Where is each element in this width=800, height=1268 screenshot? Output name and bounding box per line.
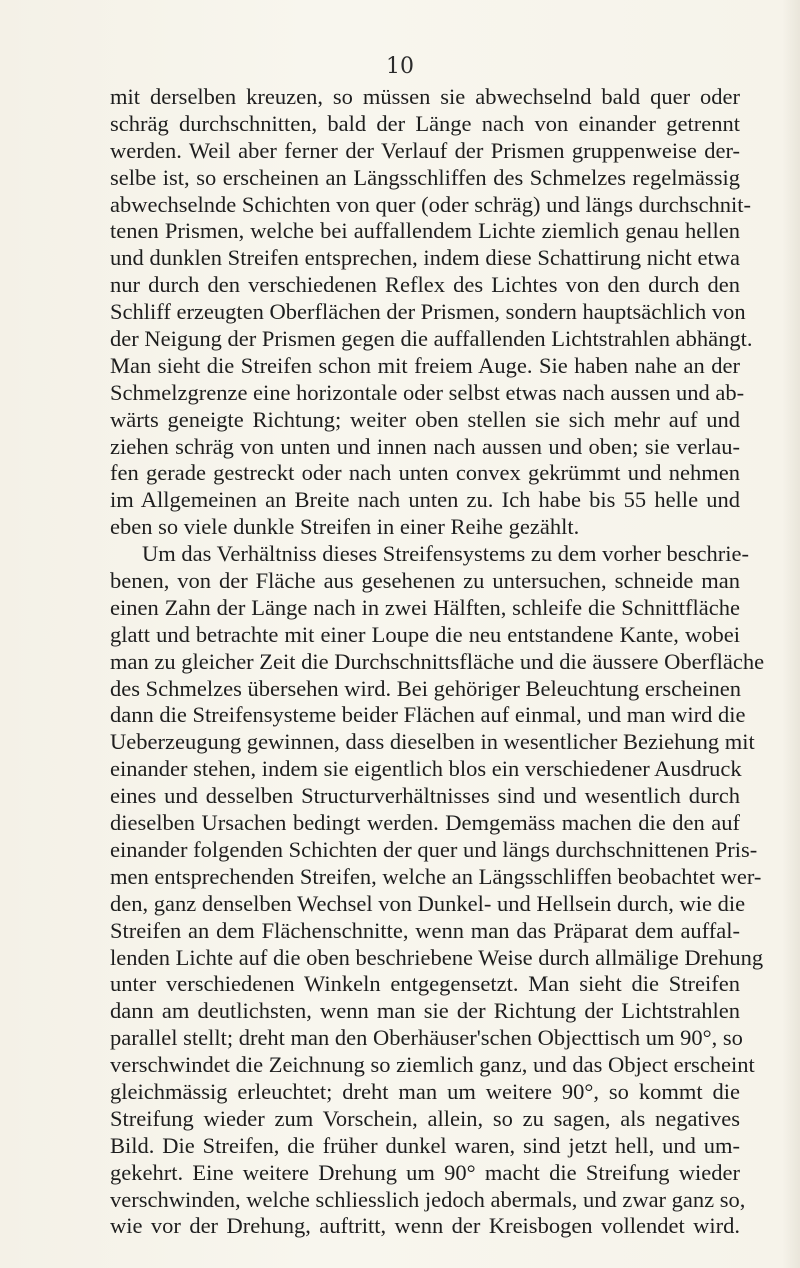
text-line: Schmelzgrenze eine horizontale oder selbst etwas nach aussen und ab- — [110, 379, 745, 405]
text-line: ziehen schräg von unten und innen nach aussen und oben; sie verlau- — [110, 433, 740, 459]
paragraph-1 — [110, 84, 753, 541]
text-line: glatt und betrachte mit einer Loupe die neu entstandene Kante, wobei — [110, 621, 740, 647]
text-line: parallel stellt; dreht man den Oberhäuser'schen Objecttisch um 90°, so — [110, 1025, 743, 1051]
text-line: im Allgemeinen an Breite nach unten zu. Ich habe bis 55 helle und — [110, 487, 740, 513]
text-line: wie vor der Drehung, auftritt, wenn der Kreisbogen vollendet wird. — [110, 1213, 740, 1239]
text-line: tenen Prismen, welche bei auffallendem Lichte ziemlich genau hellen — [110, 218, 740, 244]
page-edge-shadow — [782, 0, 800, 1268]
text-line: unter verschiedenen Winkeln entgegensetzt. Man sieht die Streifen — [110, 971, 740, 997]
text-line: mit derselben kreuzen, so müssen sie abwechselnd bald quer oder — [110, 84, 740, 109]
text-line: einen Zahn der Länge nach in zwei Hälften, schleife die Schnittfläche — [110, 594, 740, 620]
body-text — [110, 84, 765, 1240]
text-line: Ueberzeugung gewinnen, dass dieselben in wesentlicher Beziehung mit — [110, 729, 755, 755]
text-line: den, ganz denselben Wechsel von Dunkel- und Hellsein durch, wie die — [110, 890, 746, 916]
text-line: Man sieht die Streifen schon mit freiem Auge. Sie haben nahe an der — [110, 352, 740, 378]
text-line: eben so viele dunkle Streifen in einer Reihe gezählt. — [110, 514, 580, 540]
text-line: einander folgenden Schichten der quer und längs durchschnittenen Pris- — [110, 836, 758, 862]
text-line: dieselben Ursachen bedingt werden. Demgemäss machen die den auf — [110, 810, 740, 836]
text-line: werden. Weil aber ferner der Verlauf der Prismen gruppenweise der- — [110, 137, 740, 163]
page-number: 10 — [386, 54, 414, 79]
text-line: dann die Streifensysteme beider Flächen auf einmal, und man wird die — [110, 702, 746, 728]
text-line: fen gerade gestreckt oder nach unten convex gekrümmt und nehmen — [110, 460, 740, 486]
text-line: Um das Verhältniss dieses Streifensystems zu dem vorher beschrie- — [142, 541, 749, 567]
text-line: Streifen an dem Flächenschnitte, wenn man das Präparat dem auffal- — [110, 917, 740, 943]
text-line: Schliff erzeugten Oberflächen der Prismen, sondern hauptsächlich von — [110, 299, 746, 325]
text-line: selbe ist, so erscheinen an Längsschliffen des Schmelzes regelmässig — [110, 164, 740, 190]
text-line: wärts geneigte Richtung; weiter oben stellen sie sich mehr auf und — [110, 406, 740, 432]
text-line: benen, von der Fläche aus gesehenen zu untersuchen, schneide man — [110, 568, 740, 594]
text-line: Bild. Die Streifen, die früher dunkel waren, sind jetzt hell, und um- — [110, 1132, 740, 1158]
text-line: gleichmässig erleuchtet; dreht man um weitere 90°, so kommt die — [110, 1078, 740, 1104]
text-line: man zu gleicher Zeit die Durchschnittsfläche und die äussere Oberfläche — [110, 648, 765, 674]
text-line: nur durch den verschiedenen Reflex des Lichtes von den durch den — [110, 272, 740, 298]
text-line: lenden Lichte auf die oben beschriebene Weise durch allmälige Drehung — [110, 944, 764, 970]
text-line: dann am deutlichsten, wenn man sie der Richtung der Lichtstrahlen — [110, 998, 740, 1024]
text-line: der Neigung der Prismen gegen die auffallenden Lichtstrahlen abhängt. — [110, 326, 753, 352]
text-line: eines und desselben Structurverhältnisses sind und wesentlich durch — [110, 783, 740, 809]
text-line: verschwinden, welche schliesslich jedoch abermals, und zwar ganz so, — [110, 1186, 746, 1212]
text-line: schräg durchschnitten, bald der Länge nach von einander getrennt — [110, 110, 740, 136]
text-line: Streifung wieder zum Vorschein, allein, so zu sagen, als negatives — [110, 1105, 740, 1131]
text-line: einander stehen, indem sie eigentlich blos ein verschiedener Ausdruck — [110, 756, 742, 782]
paragraph-2 — [110, 541, 765, 1240]
text-line: gekehrt. Eine weitere Drehung um 90° macht die Streifung wieder — [110, 1159, 740, 1185]
text-line: des Schmelzes übersehen wird. Bei gehöriger Beleuchtung erscheinen — [110, 675, 742, 701]
text-line: abwechselnde Schichten von quer (oder schräg) und längs durchschnit- — [110, 191, 752, 217]
text-line: verschwindet die Zeichnung so ziemlich ganz, und das Object erscheint — [110, 1052, 755, 1078]
text-line: men entsprechenden Streifen, welche an Längsschliffen beobachtet wer- — [110, 863, 762, 889]
text-line: und dunklen Streifen entsprechen, indem diese Schattirung nicht etwa — [110, 245, 740, 271]
